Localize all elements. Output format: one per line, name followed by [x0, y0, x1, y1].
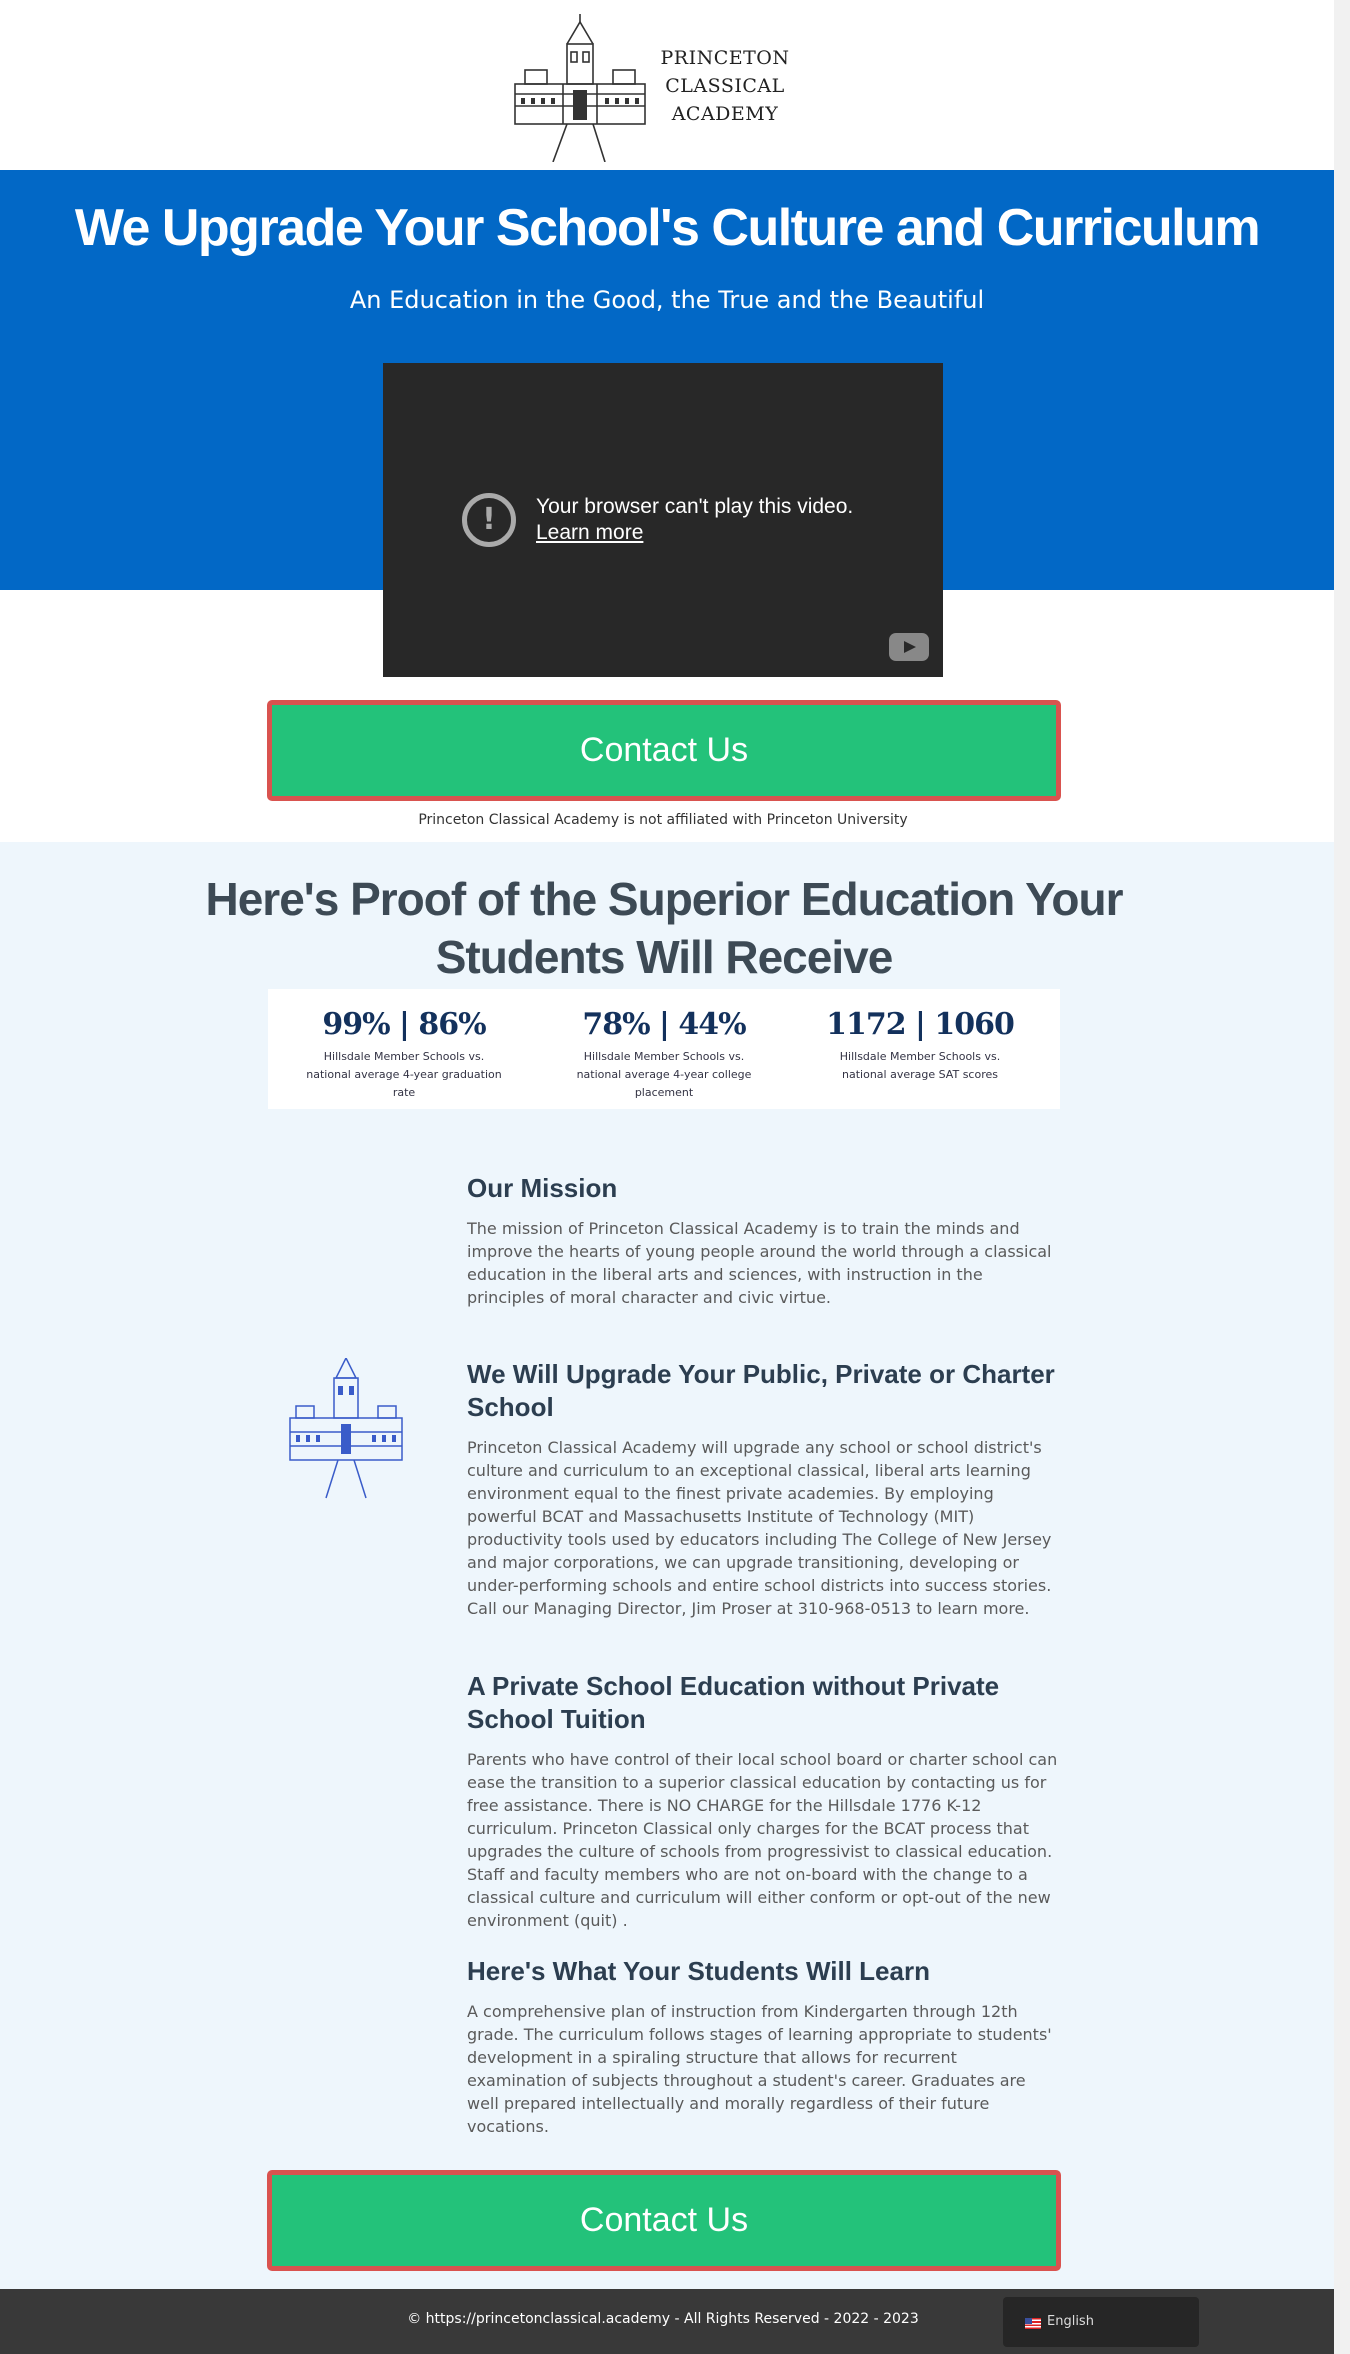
mission-section: [467, 1172, 1061, 1309]
upgrade-section: [467, 1358, 1061, 1620]
section-body: Parents who have control of their local school board or charter school can ease the transition to a superior classical education by contacting us for free assistance. There is NO CHARGE for the Hillsdale 1776 K-12 curriculum. Princeton Classical only charges for the BCAT process that upgrades the culture of schools from progressivist to classical education. Staff and faculty members who are not on-board with the change to a classical culture and curriculum will either conform or opt-out of the new environment (quit) .: [467, 1750, 1058, 1930]
language-switcher[interactable]: [1003, 2297, 1199, 2347]
stat-sat-scores: [790, 1007, 1050, 1084]
site-header: [0, 0, 1334, 170]
site-logo[interactable]: [505, 14, 795, 162]
private-education-section: [467, 1670, 1061, 1932]
alert-icon: !: [462, 493, 516, 547]
hero-subtitle: An Education in the Good, the True and the Beautiful: [349, 286, 985, 314]
section-body: A comprehensive plan of instruction from Kindergarten through 12th grade. The curriculum follows stages of learning appropriate to students' development in a spiraling structure that allows for recurrent examination of subjects throughout a student's career. Graduates are well prepared intellectually and morally regardless of their future vocations.: [467, 2002, 1052, 2136]
affiliation-disclaimer: Princeton Classical Academy is not affiliated with Princeton University: [418, 812, 908, 828]
page-scrollbar[interactable]: [1334, 0, 1350, 2354]
section-heading: We Will Upgrade Your Public, Private or Charter School: [467, 1359, 1055, 1422]
youtube-play-icon[interactable]: [889, 633, 929, 661]
logo-wordmark: [655, 44, 795, 128]
curriculum-section: [467, 1955, 1061, 2138]
stat-description: Hillsdale Member Schools vs. national average SAT scores: [839, 1050, 1001, 1081]
video-error-text: Your browser can't play this video.: [536, 495, 854, 518]
stat-description: Hillsdale Member Schools vs. national average 4-year college placement: [576, 1050, 752, 1099]
stat-college-placement: [534, 1007, 794, 1102]
proof-heading: Here's Proof of the Superior Education Your Students Will Receive: [205, 873, 1123, 983]
stat-value: 78% | 44%: [582, 1007, 746, 1042]
language-label: English: [1047, 2314, 1094, 2329]
section-heading: Our Mission: [467, 1173, 618, 1203]
site-footer: [0, 2289, 1334, 2354]
stats-banner: [268, 989, 1060, 1109]
section-heading: Here's What Your Students Will Learn: [467, 1956, 930, 1986]
section-heading: A Private School Education without Private School Tuition: [467, 1671, 1000, 1734]
stat-description: Hillsdale Member Schools vs. national average 4-year graduation rate: [306, 1050, 502, 1099]
castle-illustration-icon: [286, 1358, 406, 1508]
stat-value: 99% | 86%: [322, 1007, 486, 1042]
contact-us-button[interactable]: Contact Us: [267, 2170, 1061, 2271]
video-error-message: [536, 494, 853, 546]
stat-value: 1172 | 1060: [826, 1007, 1014, 1042]
section-body: The mission of Princeton Classical Academy is to train the minds and improve the hearts of young people around the world through a classical education in the liberal arts and sciences, with instruction in the principles of moral character and civic virtue.: [467, 1219, 1052, 1307]
us-flag-icon: [1025, 2318, 1041, 2329]
logo-line: PRINCETON: [660, 47, 790, 69]
logo-line: CLASSICAL: [665, 75, 785, 97]
section-body: Princeton Classical Academy will upgrade any school or school district's culture and curriculum to an exceptional classical, liberal arts learning environment equal to the finest private academies. By employing powerful BCAT and Massachusetts Institute of Technology (MIT) productivity tools used by educators including The College of New Jersey and major corporations, we can upgrade transitioning, developing or under-performing schools and entire school districts into success stories. Call our Managing Director, Jim Proser at 310-968-0513 to learn more.: [467, 1438, 1052, 1618]
castle-illustration-icon: [505, 14, 655, 162]
stat-graduation: [274, 1007, 534, 1102]
learn-more-link[interactable]: Learn more: [536, 521, 644, 544]
contact-us-button[interactable]: Contact Us: [267, 700, 1061, 801]
logo-line: ACADEMY: [671, 103, 779, 125]
hero-title: We Upgrade Your School's Culture and Curriculum: [74, 199, 1260, 257]
copyright-text: © https://princetonclassical.academy - All Rights Reserved - 2022 - 2023: [407, 2311, 919, 2327]
video-player[interactable]: [383, 363, 943, 677]
